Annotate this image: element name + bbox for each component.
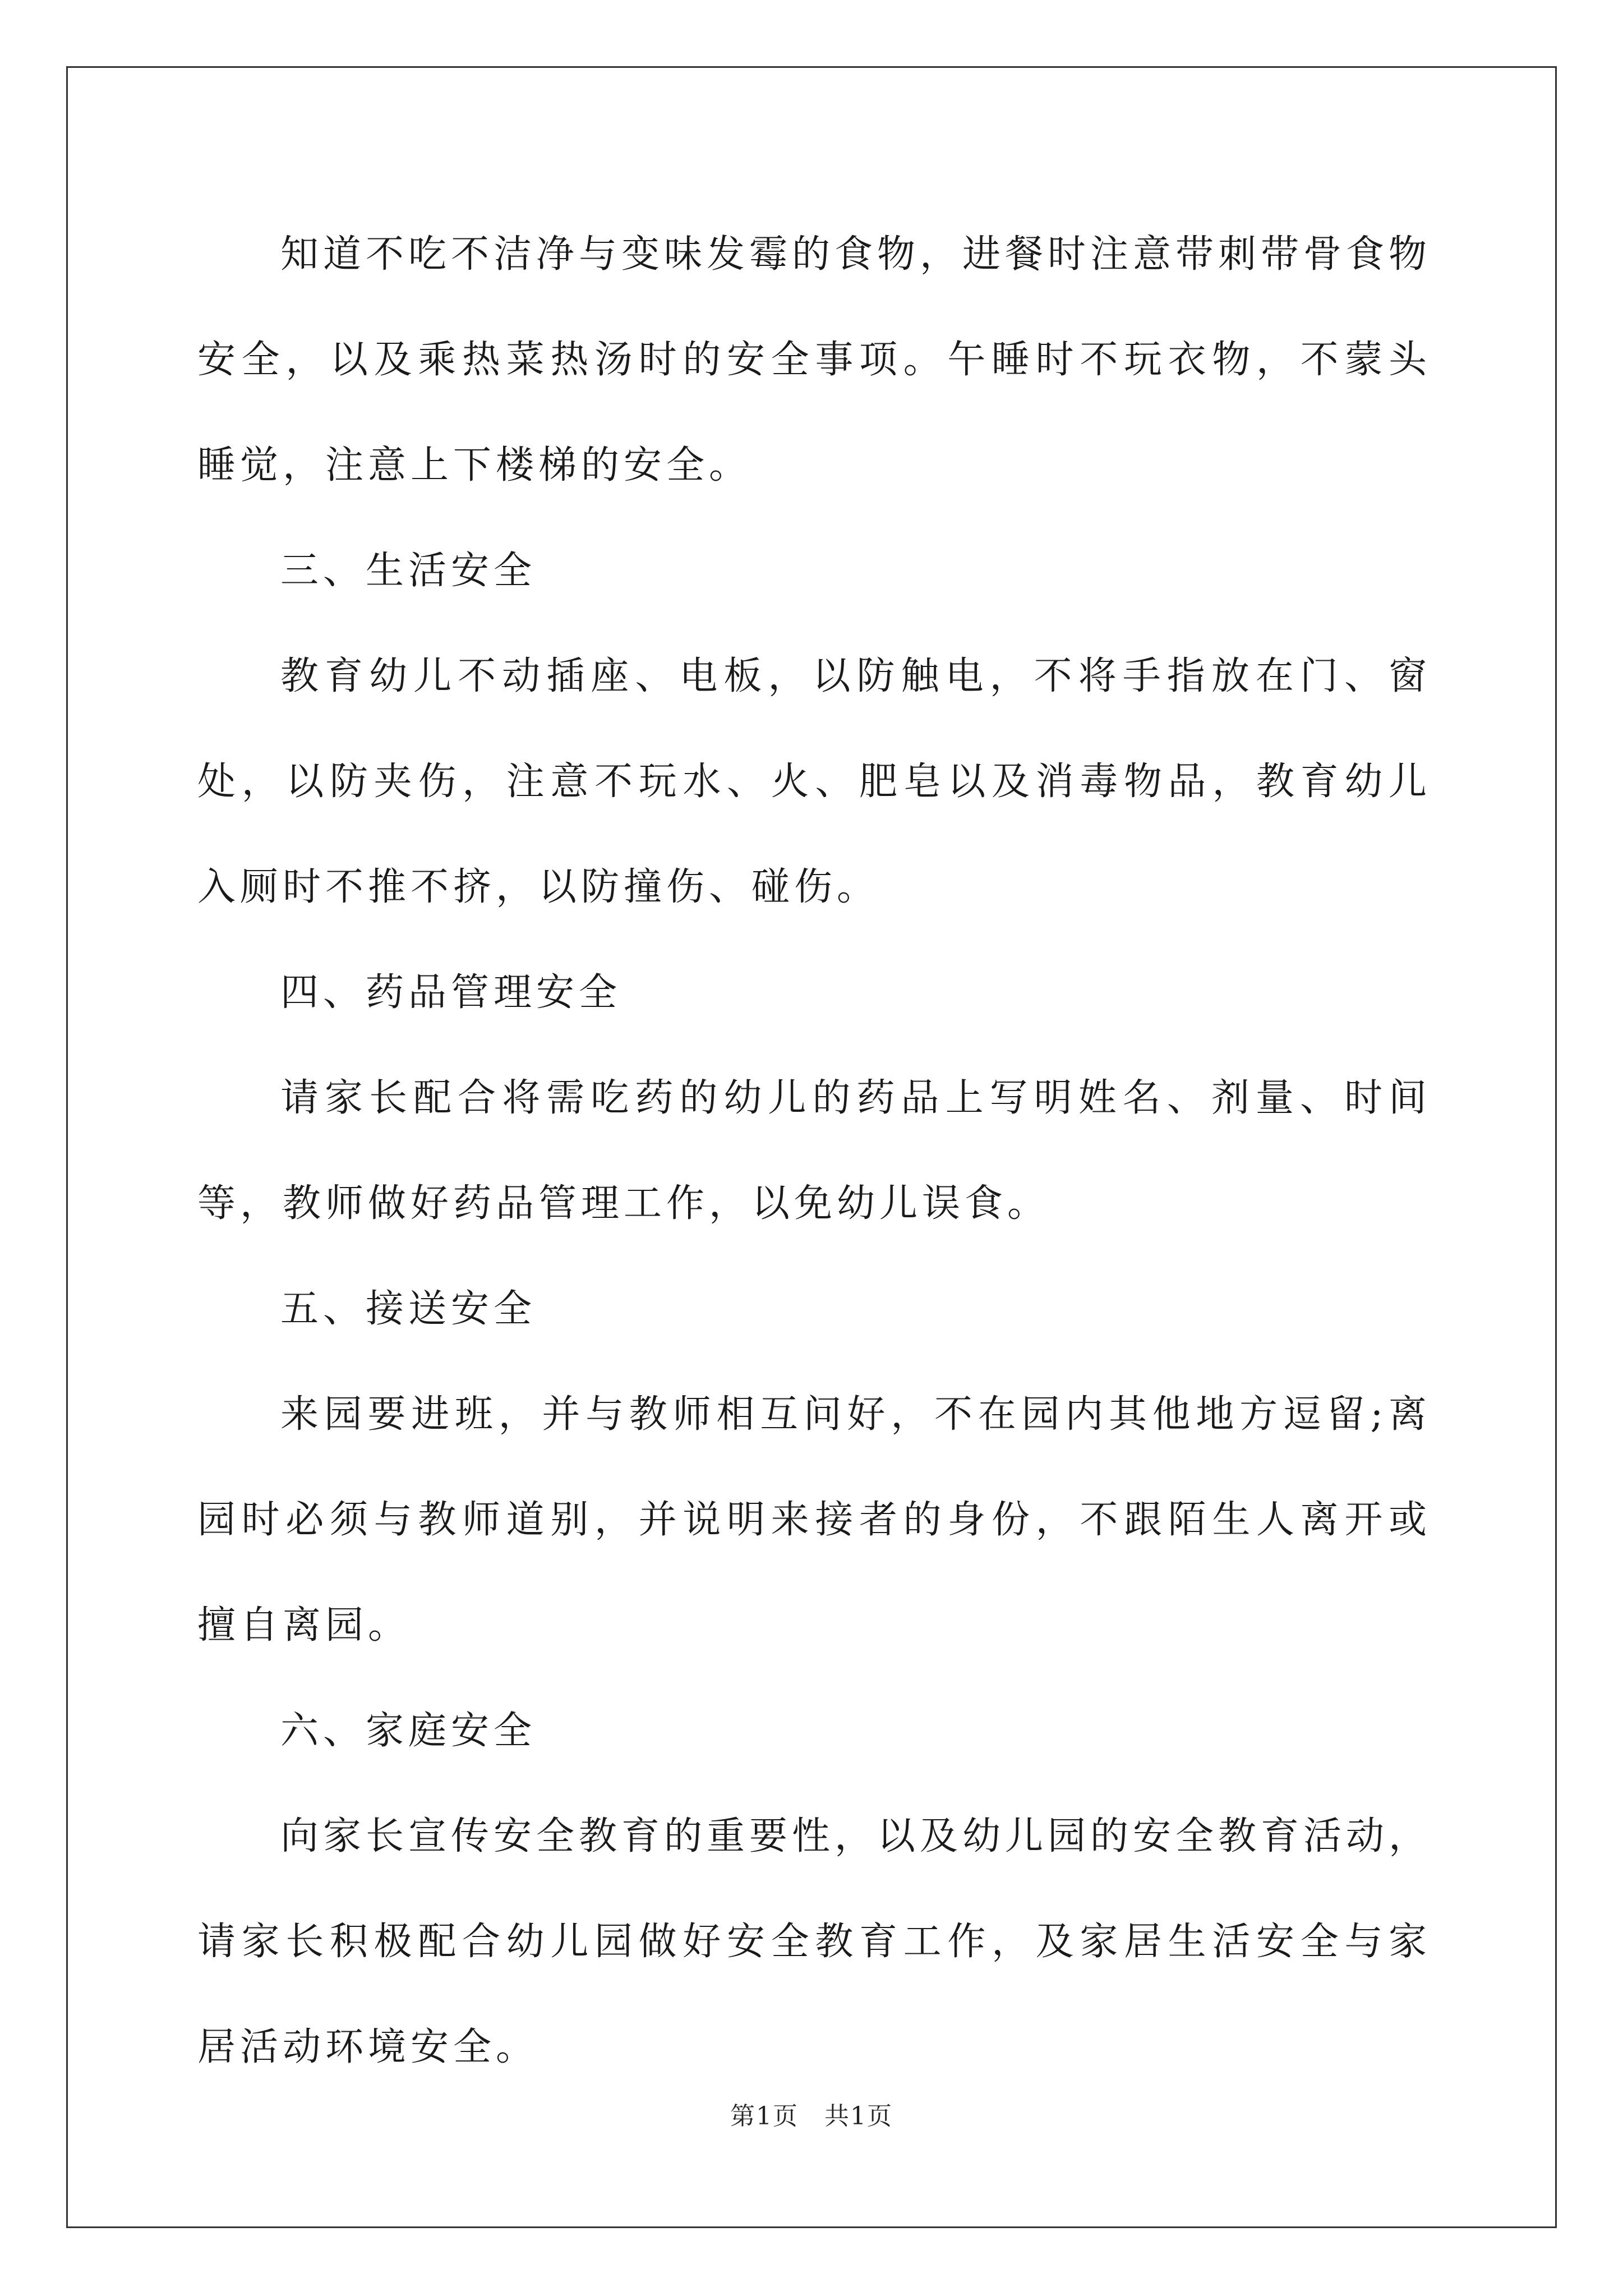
document-body: [197, 202, 1431, 2100]
paragraph-medicine-safety: 请家长配合将需吃药的幼儿的药品上写明姓名、剂量、时间等，教师做好药品管理工作，以免幼儿误食。: [197, 1076, 1431, 1226]
heading-life-safety: 三、生活安全: [280, 549, 537, 593]
heading-family-safety: 六、家庭安全: [280, 1709, 537, 1753]
paragraph-life-safety: 教育幼儿不动插座、电板，以防触电，不将手指放在门、窗处，以防夹伤，注意不玩水、火、肥皂以及消毒物品，教育幼儿入厕时不推不挤，以防撞伤、碰伤。: [197, 654, 1431, 909]
heading-pickup-safety: 五、接送安全: [280, 1287, 537, 1331]
paragraph-family-safety: 向家长宣传安全教育的重要性，以及幼儿园的安全教育活动，请家长积极配合幼儿园做好安全教育工作，及家居生活安全与家居活动环境安全。: [197, 1814, 1432, 2069]
heading-medicine-safety: 四、药品管理安全: [280, 970, 622, 1015]
paragraph-food-safety: 知道不吃不洁净与变味发霉的食物，进餐时注意带刺带骨食物安全，以及乘热菜热汤时的安全事项。午睡时不玩衣物，不蒙头睡觉，注意上下楼梯的安全。: [197, 232, 1432, 487]
page-footer: 第1页 共1页: [730, 2102, 893, 2131]
paragraph-pickup-safety: 来园要进班，并与教师相互问好，不在园内其他地方逗留;离园时必须与教师道别，并说明来接者的身份，不跟陌生人离开或擅自离园。: [197, 1392, 1431, 1648]
